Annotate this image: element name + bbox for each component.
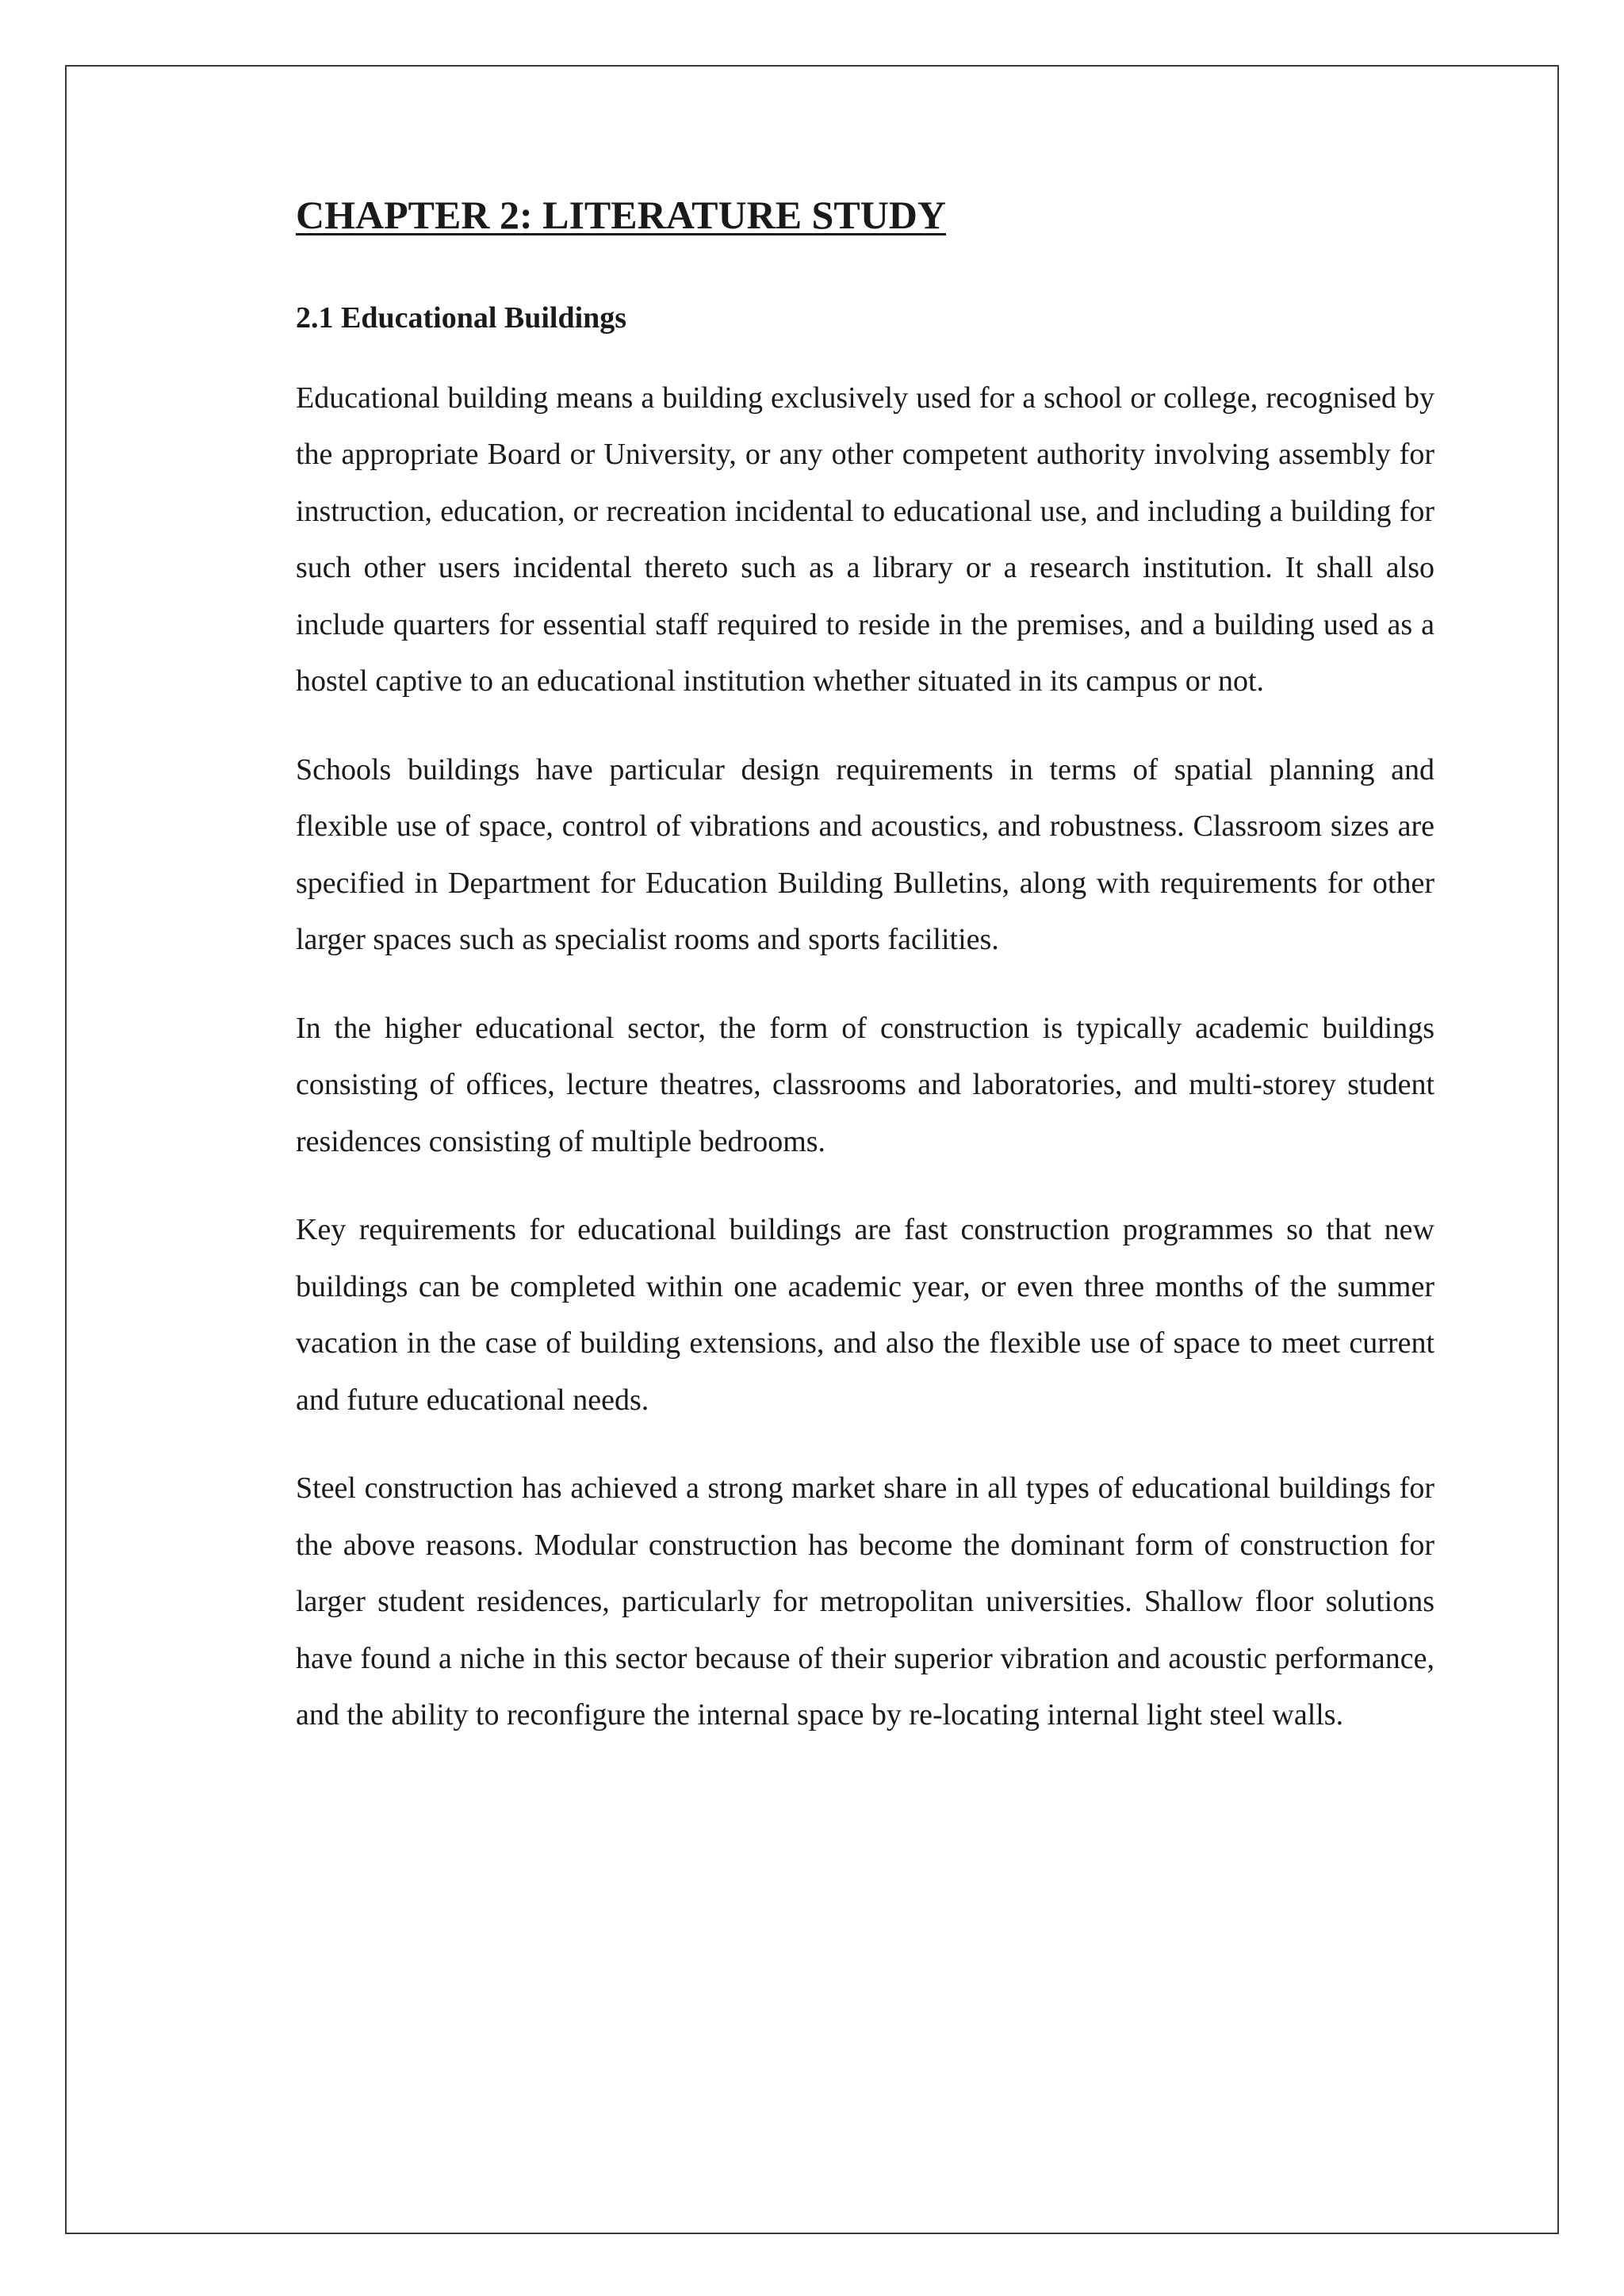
page-content [296, 193, 1434, 1776]
section-heading: 2.1 Educational Buildings [296, 301, 627, 335]
paragraph-key-requirements: Key requirements for educational buildings are fast construction programmes so that new buildings can be completed within one academic year, or even three months of the summer vacation in the case of building extensions, and also the flexible use of space to meet current and future educational needs. [296, 1213, 1434, 1417]
paragraph-steel-construction: Steel construction has achieved a strong market share in all types of educational buildings for the above reasons. Modular construction has become the dominant form of construction for larger student residences, particularly for metropolitan universities. Shallow floor solutions have found a niche in this sector because of their superior vibration and acoustic performance, and the ability to reconfigure the internal space by re-locating internal light steel walls. [296, 1471, 1434, 1732]
paragraph-school-design: Schools buildings have particular design requirements in terms of spatial planning and flexible use of space, control of vibrations and acoustics, and robustness. Classroom sizes are specified in Department for Education Building Bulletins, along with requirements for other larger spaces such as specialist rooms and sports facilities. [296, 752, 1434, 957]
paragraph-definition: Educational building means a building exclusively used for a school or college, recognised by the appropriate Board or University, or any other competent authority involving assembly for instruction, education, or recreation incidental to educational use, and including a building for such other users incidental thereto such as a library or a research institution. It shall also include quarters for essential staff required to reside in the premises, and a building used as a hostel captive to an educational institution whether situated in its campus or not. [296, 381, 1434, 698]
paragraph-higher-education: In the higher educational sector, the form of construction is typically academic buildings consisting of offices, lecture theatres, classrooms and laboratories, and multi-storey student residences consisting of multiple bedrooms. [296, 1011, 1434, 1158]
chapter-title: CHAPTER 2: LITERATURE STUDY [296, 193, 947, 237]
